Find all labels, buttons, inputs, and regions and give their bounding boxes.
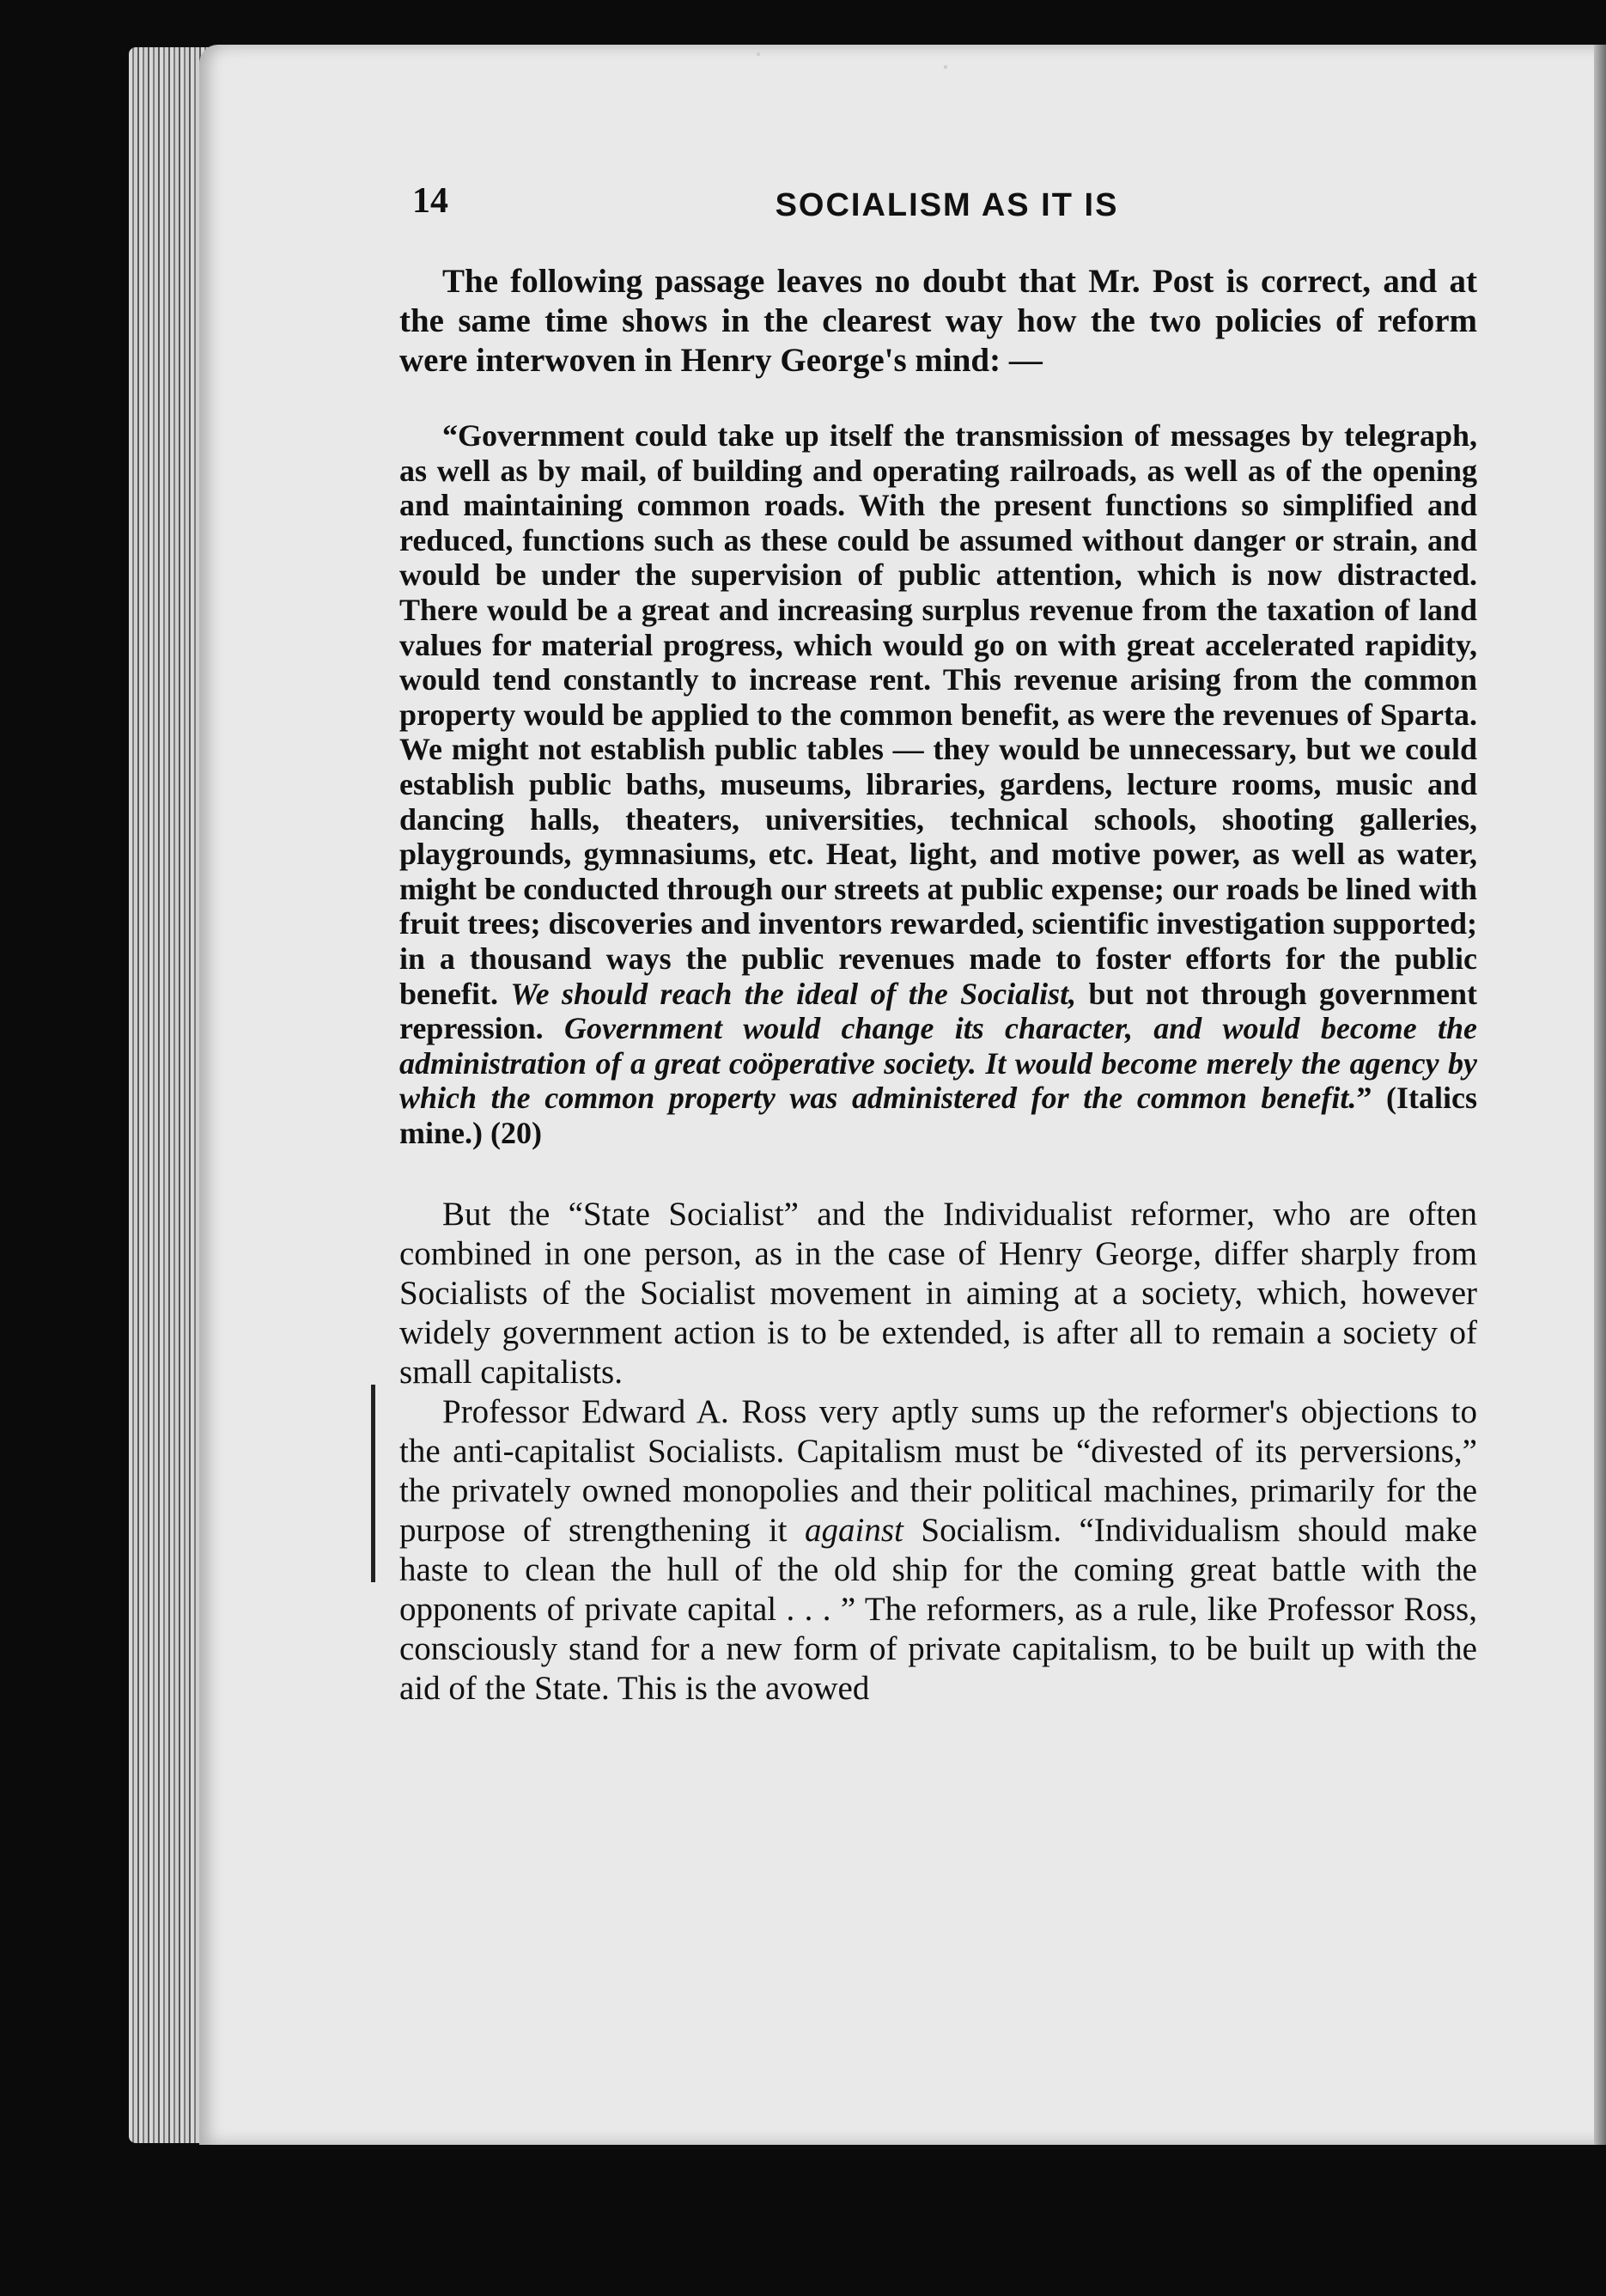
paragraph-text: Professor Edward A. Ross very aptly sums up the reformer's objections to the anti-capitalist Socialists. Capitalism must be “divested of its perversions,” the privately owned monopolies and their political machines, primarily for the purpose of strengthening it [399,1393,1477,1550]
quote-text: but not through government repression. [399,976,1477,1046]
quote-text: “Government could take up itself the transmission of messages by telegraph, as well as by mail, of building and operating railroads, as well as of the opening and maintaining common roads. With the present functions so simplified and reduced, functions such as these could be assumed without danger or strain, and would be under the supervision of public attention, which is now distracted. There would be a great and increasing surplus revenue from the taxation of land values for material progress, which would go on with great accelerated rapidity, would tend constantly to increase rent. This revenue arising from the common property would be applied to the common benefit, as were the revenues of Sparta. We might not establish public tables — they would be unnecessary, but we could establish public baths, museums, libraries, gardens, lecture rooms, music and dancing halls, theaters, universities, technical schools, shooting galleries, playgrounds, gymnasiums, etc. Heat, light, and motive power, as well as water, might be conducted through our streets at public expense; our roads be lined with fruit trees; discoveries and inventors rewarded, scientific investigation supported; in a thousand ways the public revenues made to foster efforts for the public benefit. [399,418,1477,1011]
paragraph-italic-text: against [805,1512,903,1550]
page-header [412,180,1481,232]
quote-italic-text: Government would change its character, and would become the administration of a great coöperative society. It would become merely the agency by which the common property was administered for the common benefit. [399,1011,1478,1116]
scan-speck: ▪ [943,60,948,75]
margin-annotation-line [371,1385,375,1582]
intro-paragraph: The following passage leaves no doubt that Mr. Post is correct, and at the same time shows in the clearest way how the two policies of reform were interwoven in Henry George's mind: — [399,263,1477,379]
body-paragraph [399,1392,1477,1708]
body-paragraph: But the “State Socialist” and the Individualist reformer, who are often combined in one person, as in the case of Henry George, differ sharply from Socialists of the Socialist movement in aiming at a society, which, however widely government action is to be extended, is after all to remain a society of small capitalists. [399,1196,1477,1392]
paragraph-text: Socialism. “Individualism should make haste to clean the hull of the old ship for the coming great battle with the opponents of private capital . . . ” The reformers, as a rule, like Professor Ross, consciously stand for a new form of private capitalism, to be built up with the aid of the State. This is the avowed [399,1512,1478,1708]
quote-citation: ” (Italics mine.) (20) [399,1081,1477,1150]
block-quote [399,418,1477,1150]
quote-italic-text: We should reach the ideal of the Socialist, [510,976,1077,1011]
running-head: SOCIALISM AS IT IS [775,187,1119,223]
page-edge-shadow [1594,45,1606,2145]
page-number: 14 [412,181,448,221]
scan-speck: ▪ [756,47,761,62]
page-body [399,262,1477,1708]
